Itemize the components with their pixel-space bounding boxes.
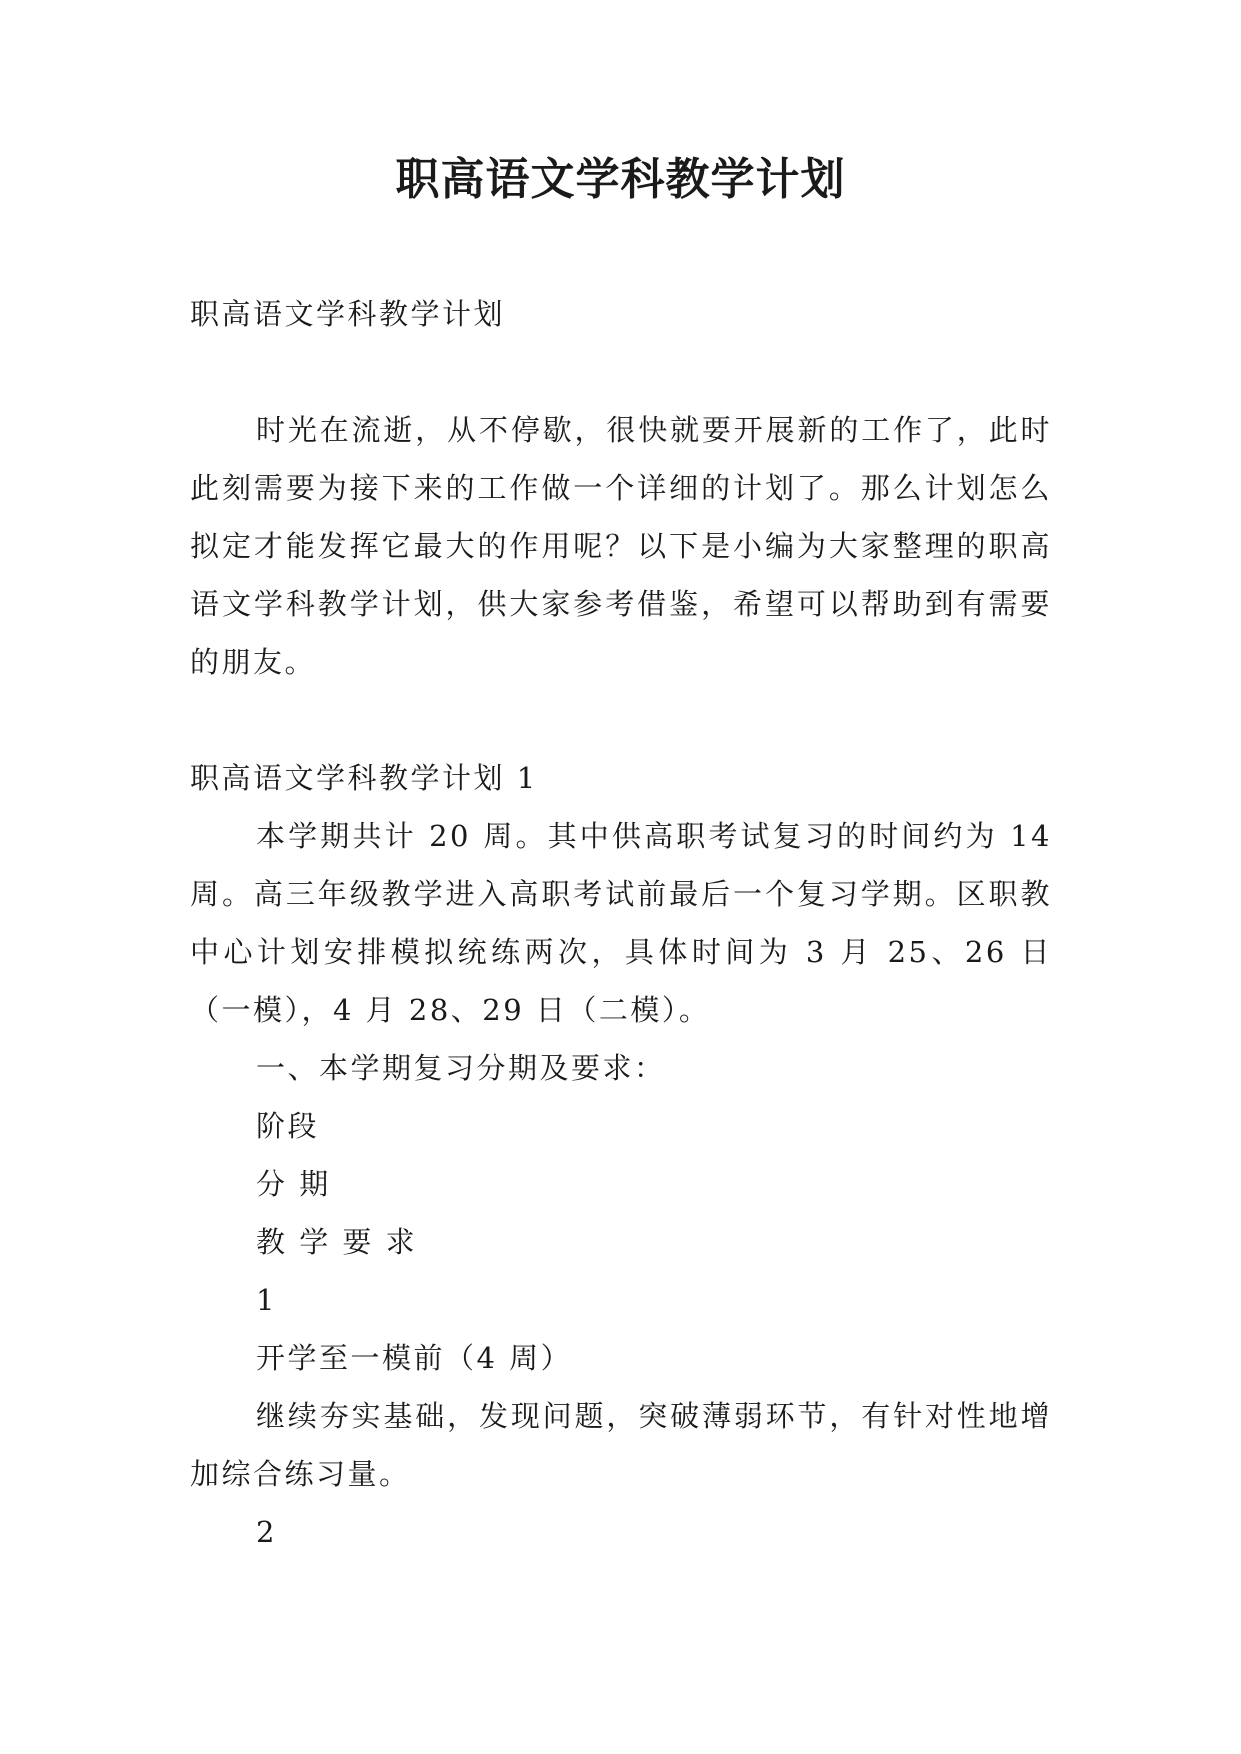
document-body bbox=[190, 285, 1052, 1561]
table-head-stage: 阶段 bbox=[256, 1109, 320, 1143]
table-head-period: 分 期 bbox=[256, 1167, 331, 1201]
item-heading: 一、本学期复习分期及要求： bbox=[256, 1051, 666, 1085]
table-head-requirements: 教 学 要 求 bbox=[256, 1225, 418, 1259]
row-2-number: 2 bbox=[256, 1515, 277, 1549]
row-1-number: 1 bbox=[256, 1283, 277, 1317]
section-title: 职高语文学科教学计划 1 bbox=[190, 761, 538, 795]
document-title: 职高语文学科教学计划 bbox=[395, 154, 846, 205]
subheading: 职高语文学科教学计划 bbox=[190, 297, 506, 331]
row-1-period: 开学至一模前（4 周） bbox=[256, 1341, 573, 1375]
semester-paragraph: 本学期共计 20 周。其中供高职考试复习的时间约为 14 周。高三年级教学进入高职考试前最后一个复习学期。区职教中心计划安排模拟统练两次，具体时间为 3 月 25、26 日（一模），4 月 28、29 日（二模）。 bbox=[190, 819, 1052, 1027]
intro-paragraph: 时光在流逝，从不停歇，很快就要开展新的工作了，此时此刻需要为接下来的工作做一个详细的计划了。那么计划怎么拟定才能发挥它最大的作用呢？以下是小编为大家整理的职高语文学科教学计划，供大家参考借鉴，希望可以帮助到有需要的朋友。 bbox=[190, 413, 1052, 679]
row-1-requirement: 继续夯实基础，发现问题，突破薄弱环节，有针对性地增加综合练习量。 bbox=[190, 1399, 1052, 1491]
